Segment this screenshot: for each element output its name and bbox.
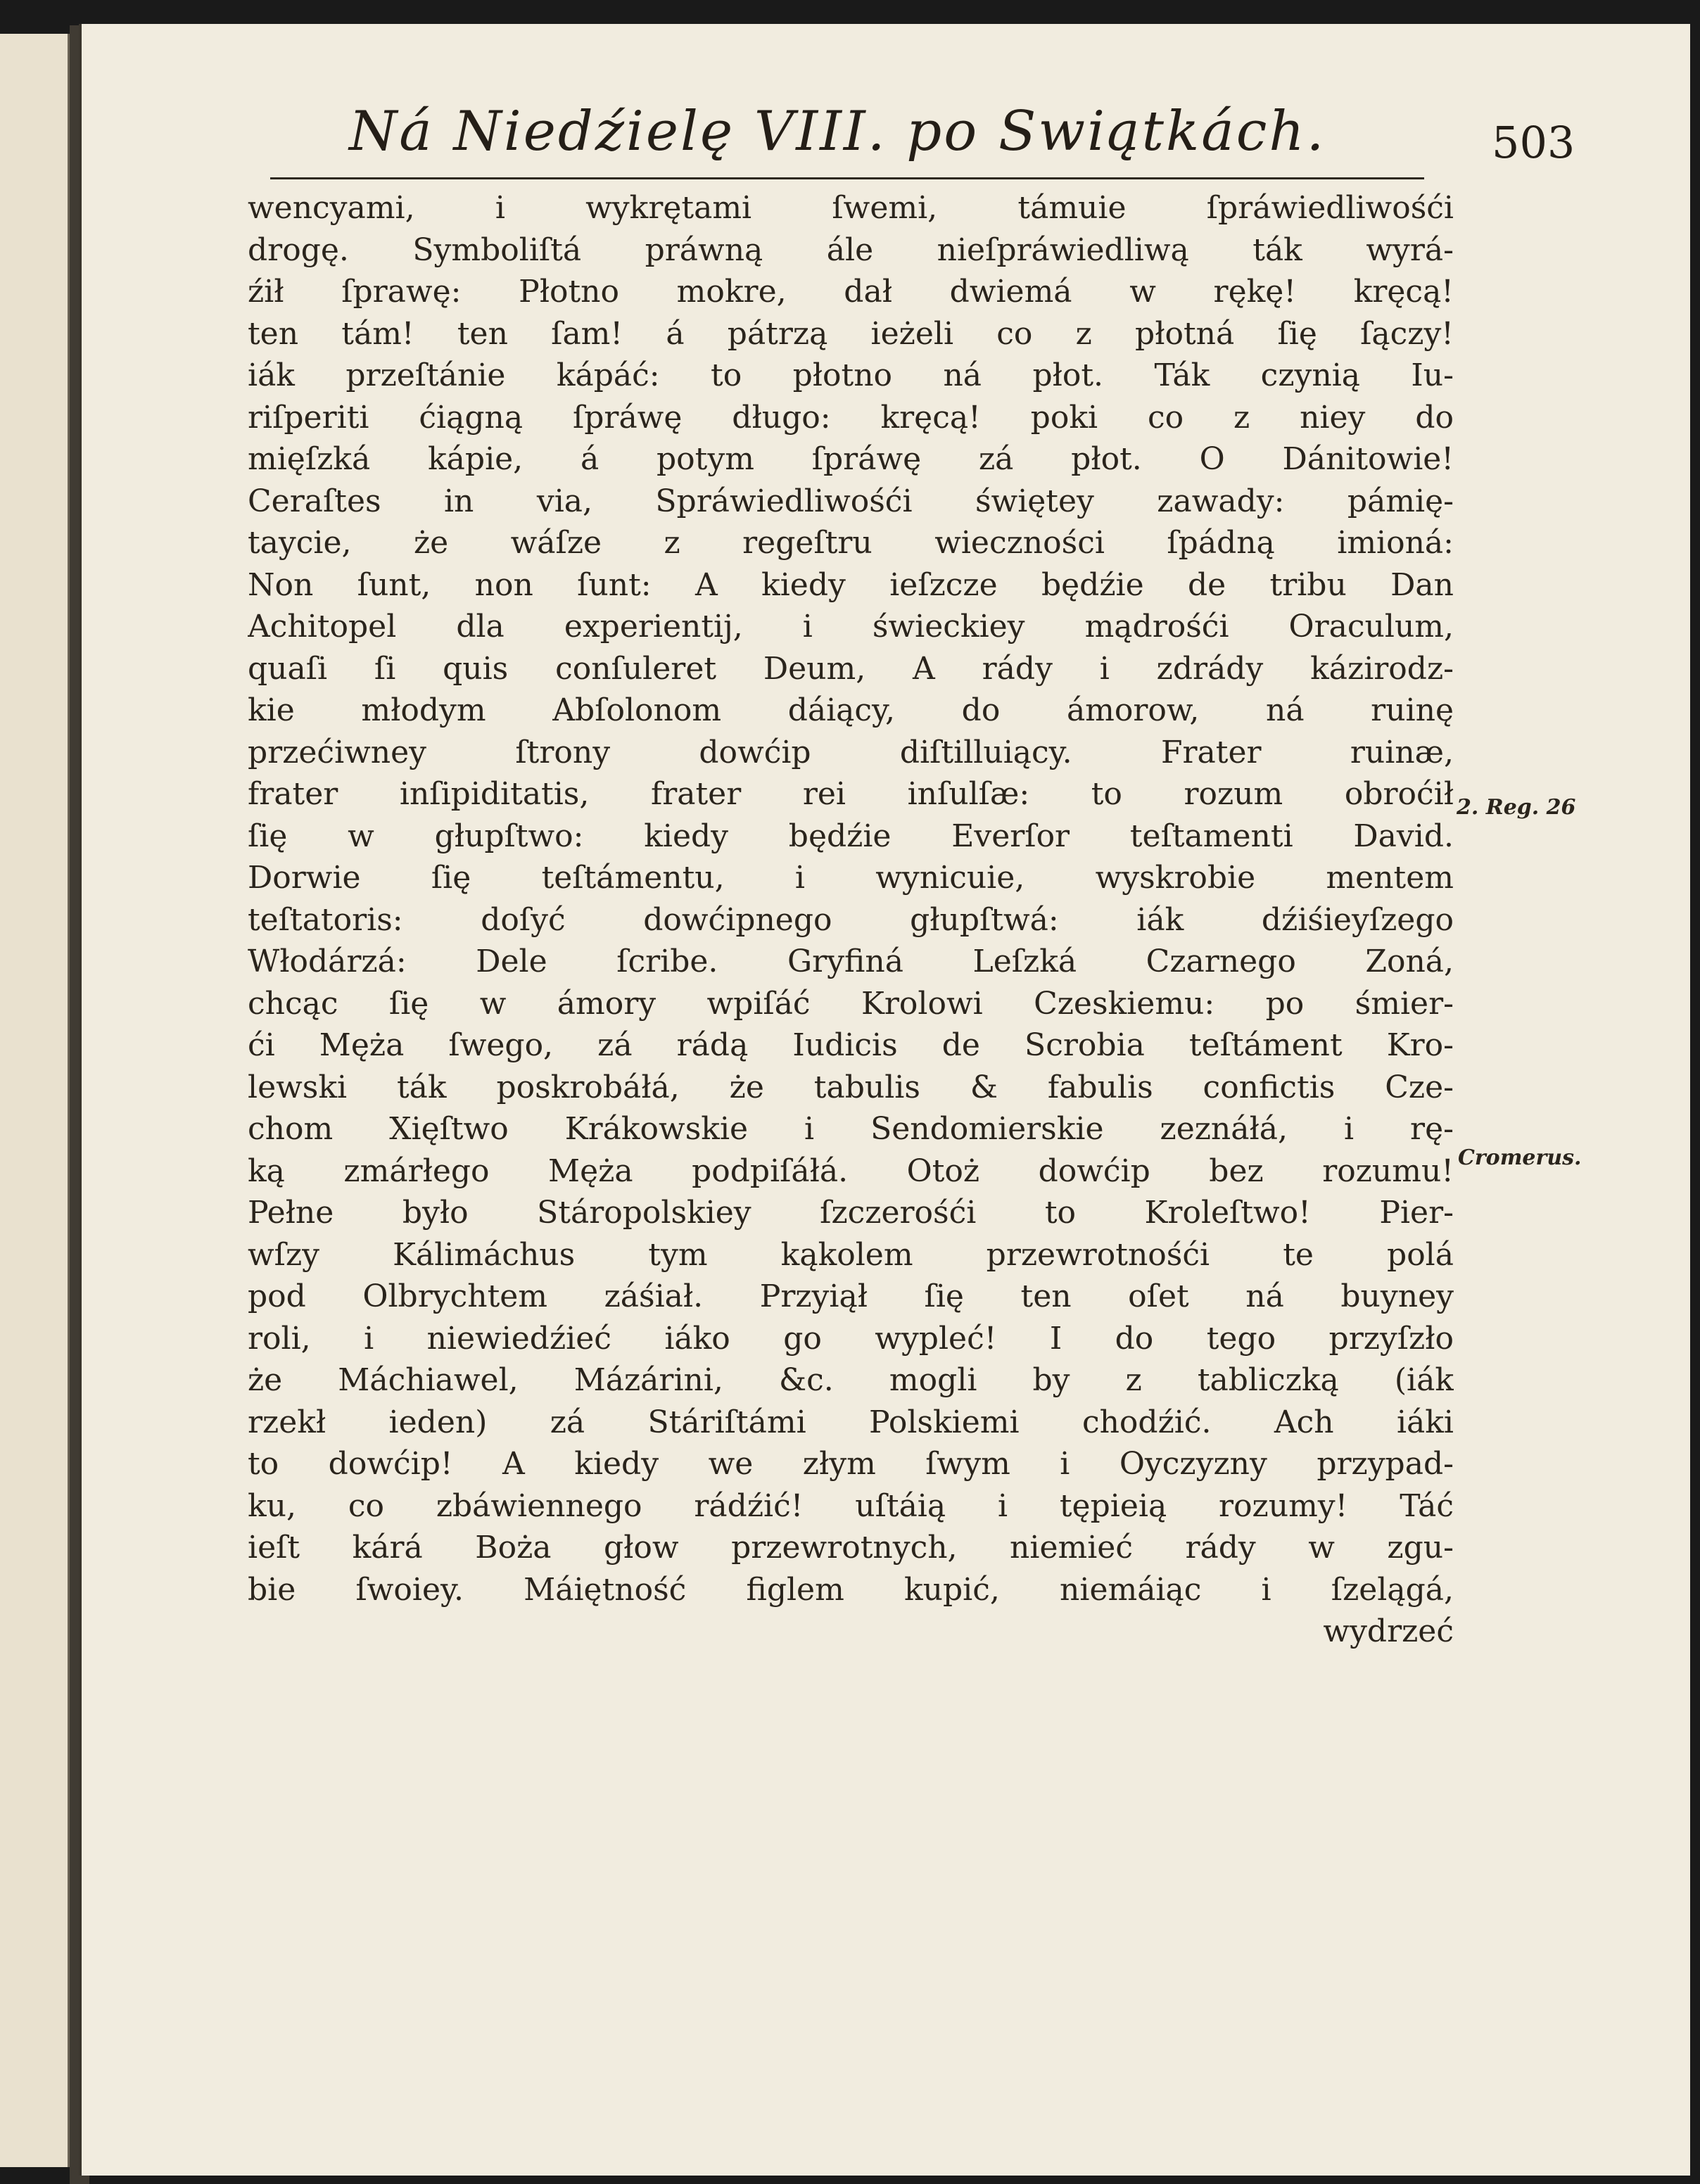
- text-line: ći Męża ſwego, zá rádą Iudicis de Scrobia teſtáment Kro-: [248, 1027, 1454, 1063]
- text-line: to dowćip! A kiedy we złym ſwym i Oyczyzny przypad-: [248, 1446, 1454, 1482]
- text-line: chcąc ſię w ámory wpiſáć Krolowi Czeskiemu: po śmier-: [248, 985, 1454, 1022]
- text-line: pod Olbrychtem záśiał. Przyiął ſię ten oſet ná buyney: [248, 1278, 1454, 1314]
- text-line: wencyami, i wykrętami ſwemi, támuie ſpráwiedliwośći: [248, 190, 1454, 226]
- text-line: Ceraſtes in via, Spráwiedliwośći świętey zawady: pámię-: [248, 483, 1454, 519]
- text-line: quaſi ſi quis conſuleret Deum, A rády i zdrády kázirodz-: [248, 650, 1454, 687]
- text-line: Włodárzá: Dele ſcribe. Gryfiná Leſzká Czarnego Zoná,: [248, 944, 1454, 979]
- text-line: przećiwney ſtrony dowćip diſtilluiący. Frater ruinæ,: [248, 734, 1454, 770]
- text-line: rzekł ieden) zá Stáriſtámi Polskiemi chodźić. Ach iáki: [248, 1404, 1454, 1440]
- text-line: kie młodym Abſolonom dáiący, do ámorow, ná ruinę: [248, 692, 1454, 728]
- text-line: ſię w głupſtwo: kiedy będźie Everſor teſtamenti David.: [248, 818, 1454, 854]
- text-line: iák przeſtánie kápáć: to płotno ná płot. Ták czynią Iu-: [248, 357, 1454, 393]
- marginal-note-cromerus: Cromerus.: [1458, 1145, 1582, 1170]
- text-line: bie ſwoiey. Máiętność figlem kupić, niemáiąc i ſzelągá,: [248, 1571, 1454, 1608]
- text-line: ku, co zbáwiennego rádźić! uſtáią i tępieią rozumy! Táć: [248, 1487, 1454, 1524]
- text-line: riſperiti ćiągną ſpráwę długo: kręcą! poki co z niey do: [248, 399, 1454, 436]
- running-head: Ná Niedźielę VIII. po Swiątkách.: [349, 100, 1326, 163]
- header-rule: [270, 177, 1424, 179]
- text-line: Dorwie ſię teſtámentu, i wynicuie, wyskrobie mentem: [248, 860, 1454, 896]
- book-page: [79, 24, 1690, 2176]
- text-line: ten tám! ten ſam! á pátrzą ieżeli co z płotná ſię ſączy!: [248, 315, 1454, 352]
- text-line: lewski ták poskrobáłá, że tabulis & fabulis confictis Cze-: [248, 1069, 1454, 1105]
- body-text: [248, 187, 1454, 1653]
- text-line: frater inſipiditatis, frater rei inſulſæ: to rozum obroćił: [248, 776, 1454, 812]
- text-line: taycie, że wáſze z regeſtru wieczności ſpádną imioná:: [248, 525, 1454, 561]
- text-line: Pełne było Stáropolskiey ſzczerośći to Kroleſtwo! Pier-: [248, 1195, 1454, 1231]
- text-line: że Máchiawel, Mázárini, &c. mogli by z tabliczką (iák: [248, 1362, 1454, 1398]
- text-line: teſtatoris: doſyć dowćipnego głupſtwá: iák dźiśieyſzego: [248, 901, 1454, 938]
- text-line: źił ſprawę: Płotno mokre, dał dwiemá w rękę! kręcą!: [248, 274, 1454, 310]
- text-line: chom Xięſtwo Krákowskie i Sendomierskie zeznáłá, i rę-: [248, 1111, 1454, 1147]
- facing-page-edge: [0, 34, 70, 2167]
- text-line: ieſt kárá Boża głow przewrotnych, niemieć rády w zgu-: [248, 1530, 1454, 1566]
- text-line: mięſzká kápie, á potym ſpráwę zá płot. O Dánitowie!: [248, 441, 1454, 477]
- text-line: drogę. Symboliſtá práwną ále nieſpráwiedliwą ták wyrá-: [248, 231, 1454, 268]
- text-line: Non ſunt, non ſunt: A kiedy ieſzcze będźie de tribu Dan: [248, 566, 1454, 603]
- page-number: 503: [1492, 117, 1575, 168]
- text-line: wſzy Kálimáchus tym kąkolem przewrotnośći te polá: [248, 1236, 1454, 1273]
- marginal-note-reg: 2. Reg. 26: [1457, 795, 1576, 820]
- text-line: Achitopel dla experientij, i świeckiey mądrośći Oraculum,: [248, 609, 1454, 645]
- catchword: wydrzeć: [1323, 1613, 1454, 1649]
- text-line: ką zmárłego Męża podpiſáłá. Otoż dowćip bez rozumu!: [248, 1153, 1454, 1189]
- text-line: roli, i niewiedźieć iáko go wypleć! I do tego przyſzło: [248, 1320, 1454, 1357]
